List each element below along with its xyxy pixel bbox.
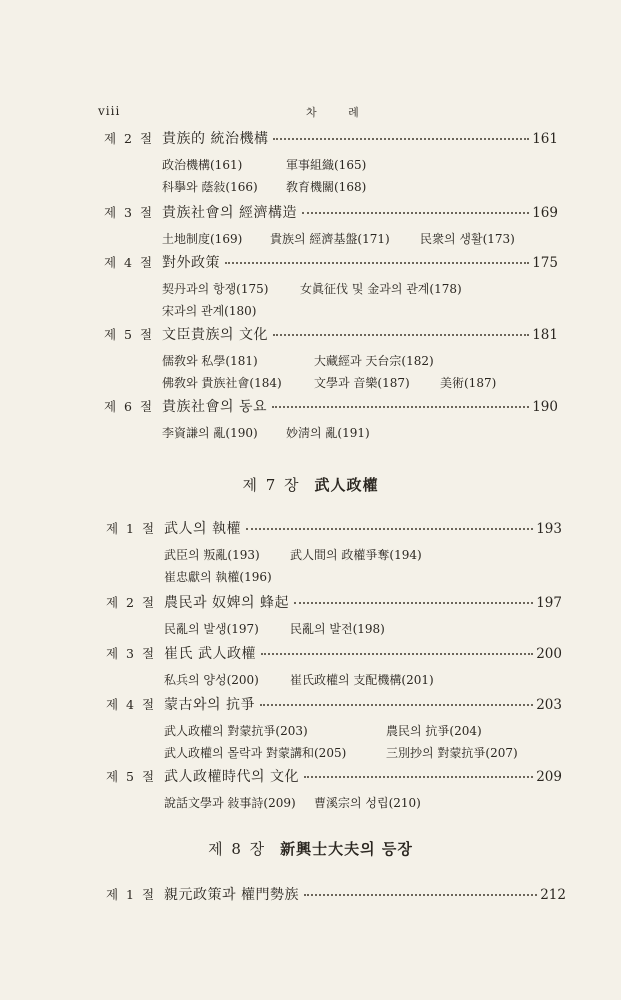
- subtopic: 宋과의 관계(180): [162, 304, 257, 318]
- subtopic: 武人政權의 몰락과 對蒙講和(205): [164, 746, 347, 760]
- section-number: 제 3 절: [106, 646, 157, 661]
- toc-entry[interactable]: [106, 766, 562, 784]
- subtopic: 科擧와 蔭敍(166): [162, 180, 258, 194]
- subtopic: 武人間의 政權爭奪(194): [290, 548, 422, 562]
- section-page: 175: [532, 255, 558, 271]
- subtopic: 民亂의 발전(198): [290, 622, 385, 636]
- section-title: 親元政策과 權門勢族: [164, 887, 299, 903]
- subtopic: 三別抄의 對蒙抗爭(207): [386, 746, 518, 760]
- subtopic: 美術(187): [440, 376, 497, 390]
- section-page: 203: [536, 697, 562, 713]
- subtopic: 儒敎와 私學(181): [162, 354, 258, 368]
- section-title: 貴族社會의 동요: [162, 399, 268, 415]
- section-title: 貴族社會의 經濟構造: [162, 205, 297, 221]
- toc-entry[interactable]: [104, 252, 558, 270]
- subtopic: 敎育機關(168): [286, 180, 367, 194]
- chapter-title: 新興士大夫의 등장: [280, 840, 413, 858]
- toc-entry[interactable]: [106, 518, 562, 536]
- subtopic: 貴族의 經濟基盤(171): [270, 232, 390, 246]
- section-page: 212: [540, 887, 566, 903]
- dot-leader: [273, 138, 529, 140]
- subtopic: 武人政權의 對蒙抗爭(203): [164, 724, 308, 738]
- subtopic: 軍事組織(165): [286, 158, 367, 172]
- section-page: 193: [536, 521, 562, 537]
- subtopic: 私兵의 양성(200): [164, 673, 259, 687]
- section-number: 제 1 절: [106, 521, 157, 536]
- toc-entry[interactable]: [106, 694, 562, 712]
- section-title: 貴族的 統治機構: [162, 131, 269, 147]
- subtopic: 政治機構(161): [162, 158, 243, 172]
- dot-leader: [302, 212, 529, 214]
- subtopic: 崔忠獻의 執權(196): [164, 570, 272, 584]
- toc-entry[interactable]: [106, 592, 562, 610]
- section-page: 200: [536, 646, 562, 662]
- subtopic: 崔氏政權의 支配機構(201): [290, 673, 434, 687]
- subtopic: 妙淸의 亂(191): [286, 426, 370, 440]
- subtopic: 民亂의 발생(197): [164, 622, 259, 636]
- subtopic: 民衆의 생활(173): [420, 232, 515, 246]
- toc-entry[interactable]: [106, 884, 566, 902]
- subtopic: 文學과 音樂(187): [314, 376, 410, 390]
- chapter-number: 제 8 장: [208, 840, 267, 858]
- section-number: 제 2 절: [106, 595, 157, 610]
- subtopic: 大藏經과 天台宗(182): [314, 354, 434, 368]
- toc-entry[interactable]: [104, 128, 558, 146]
- section-title: 武人의 執權: [164, 521, 241, 537]
- toc-entry[interactable]: [106, 643, 562, 661]
- subtopic: 李資謙의 亂(190): [162, 426, 258, 440]
- section-title: 文臣貴族의 文化: [162, 327, 268, 343]
- subtopic: 女眞征伐 및 金과의 관계(178): [300, 282, 462, 296]
- subtopic: 土地制度(169): [162, 232, 243, 246]
- chapter-title: 武人政權: [314, 476, 379, 494]
- section-page: 209: [536, 769, 562, 785]
- dot-leader: [304, 894, 537, 896]
- section-title: 崔氏 武人政權: [164, 646, 256, 662]
- section-number: 제 4 절: [104, 255, 155, 270]
- subtopic: 武臣의 叛亂(193): [164, 548, 260, 562]
- section-number: 제 6 절: [104, 399, 155, 414]
- running-title: 차 례: [306, 106, 373, 119]
- subtopic: 契丹과의 항쟁(175): [162, 282, 269, 296]
- chapter-heading: [0, 838, 621, 859]
- section-page: 181: [532, 327, 558, 343]
- dot-leader: [260, 704, 533, 706]
- subtopic: 曹溪宗의 성립(210): [314, 796, 421, 810]
- section-number: 제 1 절: [106, 887, 157, 902]
- dot-leader: [246, 528, 533, 530]
- section-page: 190: [532, 399, 558, 415]
- toc-entry[interactable]: [104, 202, 558, 220]
- section-page: 197: [536, 595, 562, 611]
- dot-leader: [272, 406, 529, 408]
- section-page: 169: [532, 205, 558, 221]
- page-number: viii: [98, 104, 121, 118]
- dot-leader: [225, 262, 529, 264]
- section-title: 農民과 奴婢의 蜂起: [164, 595, 289, 611]
- section-title: 武人政權時代의 文化: [164, 769, 299, 785]
- section-number: 제 5 절: [104, 327, 155, 342]
- section-number: 제 2 절: [104, 131, 155, 146]
- section-number: 제 5 절: [106, 769, 157, 784]
- section-title: 對外政策: [162, 255, 220, 271]
- chapter-heading: [0, 474, 621, 495]
- dot-leader: [294, 602, 533, 604]
- chapter-number: 제 7 장: [242, 476, 301, 494]
- dot-leader: [261, 653, 533, 655]
- toc-entry[interactable]: [104, 324, 558, 342]
- section-title: 蒙古와의 抗爭: [164, 697, 255, 713]
- section-number: 제 4 절: [106, 697, 157, 712]
- dot-leader: [273, 334, 529, 336]
- subtopic: 佛敎와 貴族社會(184): [162, 376, 282, 390]
- toc-entry[interactable]: [104, 396, 558, 414]
- subtopic: 說話文學과 敍事詩(209): [164, 796, 296, 810]
- dot-leader: [304, 776, 533, 778]
- page-header: [98, 104, 558, 120]
- subtopic: 農民의 抗爭(204): [386, 724, 482, 738]
- section-number: 제 3 절: [104, 205, 155, 220]
- section-page: 161: [532, 131, 558, 147]
